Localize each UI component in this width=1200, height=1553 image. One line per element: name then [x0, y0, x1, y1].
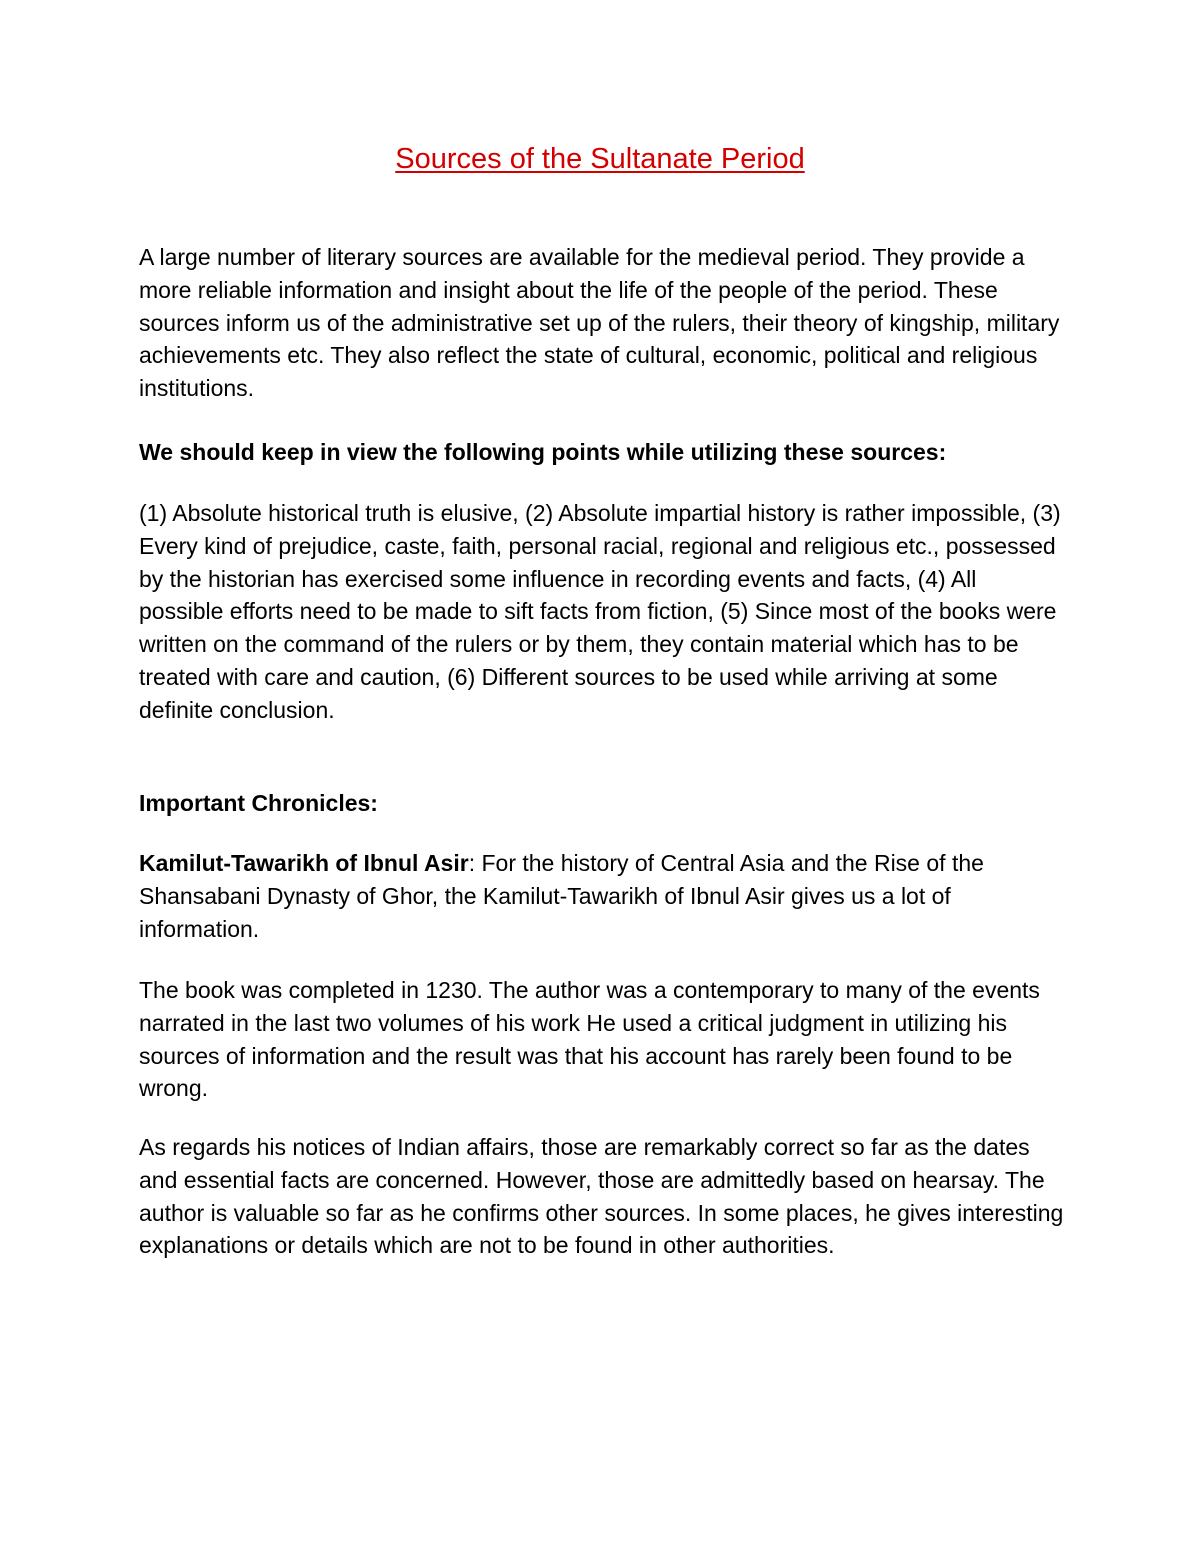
kamilut-paragraph	[139, 847, 1064, 945]
page-title: Sources of the Sultanate Period	[395, 143, 805, 175]
chronicles-heading: Important Chronicles:	[139, 790, 378, 816]
indian-affairs-paragraph: As regards his notices of Indian affairs, those are remarkably correct so far as the dates and essential facts are concerned. However, those are admittedly based on hearsay. The author is valuable so far as he confirms other sources. In some places, he gives interesting explanations or details which are not to be found in other authorities.	[139, 1134, 1064, 1259]
points-paragraph: (1) Absolute historical truth is elusive, (2) Absolute impartial history is rather impossible, (3) Every kind of prejudice, caste, faith, personal racial, regional and religious etc., possessed by the historian has exercised some influence in recording events and facts, (4) All possible efforts need to be made to sift facts from fiction, (5) Since most of the books were written on the command of the rulers or by them, they contain material which has to be treated with care and caution, (6) Different sources to be used while arriving at some definite conclusion.	[139, 500, 1061, 723]
kamilut-heading: Kamilut-Tawarikh of Ibnul Asir	[139, 850, 469, 876]
completion-paragraph: The book was completed in 1230. The author was a contemporary to many of the events narrated in the last two volumes of his work He used a critical judgment in utilizing his sources of information and the result was that his account has rarely been found to be wrong.	[139, 977, 1040, 1102]
kamilut-text: : For the history of Central Asia and the Rise of the Shansabani Dynasty of Ghor, the Kamilut-Tawarikh of Ibnul Asir gives us a lot of information.	[139, 850, 984, 942]
points-heading: We should keep in view the following points while utilizing these sources:	[139, 439, 947, 465]
intro-paragraph: A large number of literary sources are available for the medieval period. They provide a more reliable information and insight about the life of the people of the period. These sources inform us of the administrative set up of the rulers, their theory of kingship, military achievements etc. They also reflect the state of cultural, economic, political and religious institutions.	[139, 244, 1060, 402]
